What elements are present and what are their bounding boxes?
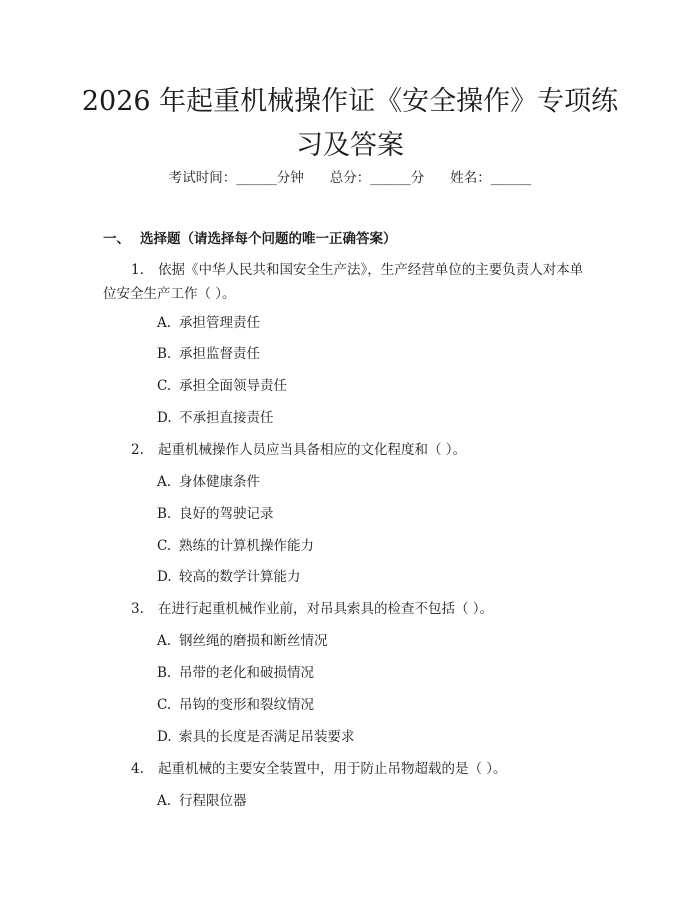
option-label: B. xyxy=(157,346,172,362)
question-3-option-a xyxy=(157,631,328,651)
option-label: B. xyxy=(157,665,172,681)
question-2-option-c xyxy=(157,536,314,556)
question-4 xyxy=(103,757,608,781)
option-label: C. xyxy=(157,697,172,713)
question-3-option-b xyxy=(157,663,314,683)
question-text-cont: 位安全生产工作（ ）。 xyxy=(103,286,236,302)
question-1-option-c xyxy=(157,376,287,396)
option-text: 承担监督责任 xyxy=(179,346,260,362)
title-line-2: 习及答案 xyxy=(296,130,404,161)
question-number: 3. xyxy=(131,601,144,617)
option-text: 吊钩的变形和裂纹情况 xyxy=(179,697,314,713)
option-label: A. xyxy=(157,315,172,331)
question-text: 依据《中华人民共和国安全生产法》，生产经营单位的主要负责人对本单 xyxy=(158,262,584,278)
question-text: 在进行起重机械作业前，对吊具索具的检查不包括（ ）。 xyxy=(158,601,494,617)
question-text: 起重机械操作人员应当具备相应的文化程度和（ ）。 xyxy=(158,442,467,458)
option-label: C. xyxy=(157,378,172,394)
question-2 xyxy=(103,438,608,462)
question-3 xyxy=(103,597,608,621)
option-text: 钢丝绳的磨损和断丝情况 xyxy=(179,633,328,649)
option-label: D. xyxy=(157,410,172,426)
option-text: 较高的数学计算能力 xyxy=(179,569,301,585)
option-text: 吊带的老化和破损情况 xyxy=(179,665,314,681)
question-1-option-a xyxy=(157,313,260,333)
section-heading xyxy=(103,229,397,249)
option-label: A. xyxy=(157,474,172,490)
option-text: 行程限位器 xyxy=(179,793,247,809)
question-text: 起重机械的主要安全装置中，用于防止吊物超载的是（ ）。 xyxy=(158,761,507,777)
question-1 xyxy=(103,258,608,306)
question-3-option-c xyxy=(157,695,314,715)
question-2-option-d xyxy=(157,567,301,587)
option-text: 身体健康条件 xyxy=(179,474,260,490)
section-title: 选择题（请选择每个问题的唯一正确答案） xyxy=(140,231,397,247)
option-label: D. xyxy=(157,729,172,745)
option-text: 良好的驾驶记录 xyxy=(179,506,274,522)
option-label: A. xyxy=(157,793,172,809)
section-number: 一、 xyxy=(103,231,130,247)
option-text: 不承担直接责任 xyxy=(179,410,274,426)
option-label: D. xyxy=(157,569,172,585)
document-title xyxy=(80,80,620,168)
option-text: 承担管理责任 xyxy=(179,315,260,331)
option-label: A. xyxy=(157,633,172,649)
question-2-option-a xyxy=(157,472,260,492)
question-number: 2. xyxy=(131,442,144,458)
question-4-option-a xyxy=(157,791,247,811)
title-line-1: 2026 年起重机械操作证《安全操作》专项练 xyxy=(81,86,619,117)
question-number: 4. xyxy=(131,761,144,777)
student-name: 姓名：______ xyxy=(450,170,532,186)
question-1-option-b xyxy=(157,344,260,364)
question-1-option-d xyxy=(157,408,274,428)
question-number: 1. xyxy=(131,262,144,278)
exam-time: 考试时间：______分钟 xyxy=(168,170,304,186)
exam-meta xyxy=(0,168,700,188)
option-label: B. xyxy=(157,506,172,522)
option-text: 索具的长度是否满足吊装要求 xyxy=(179,729,355,745)
option-text: 熟练的计算机操作能力 xyxy=(179,538,314,554)
option-text: 承担全面领导责任 xyxy=(179,378,287,394)
total-score: 总分：______分 xyxy=(329,170,425,186)
question-3-option-d xyxy=(157,727,355,747)
option-label: C. xyxy=(157,538,172,554)
question-2-option-b xyxy=(157,504,274,524)
